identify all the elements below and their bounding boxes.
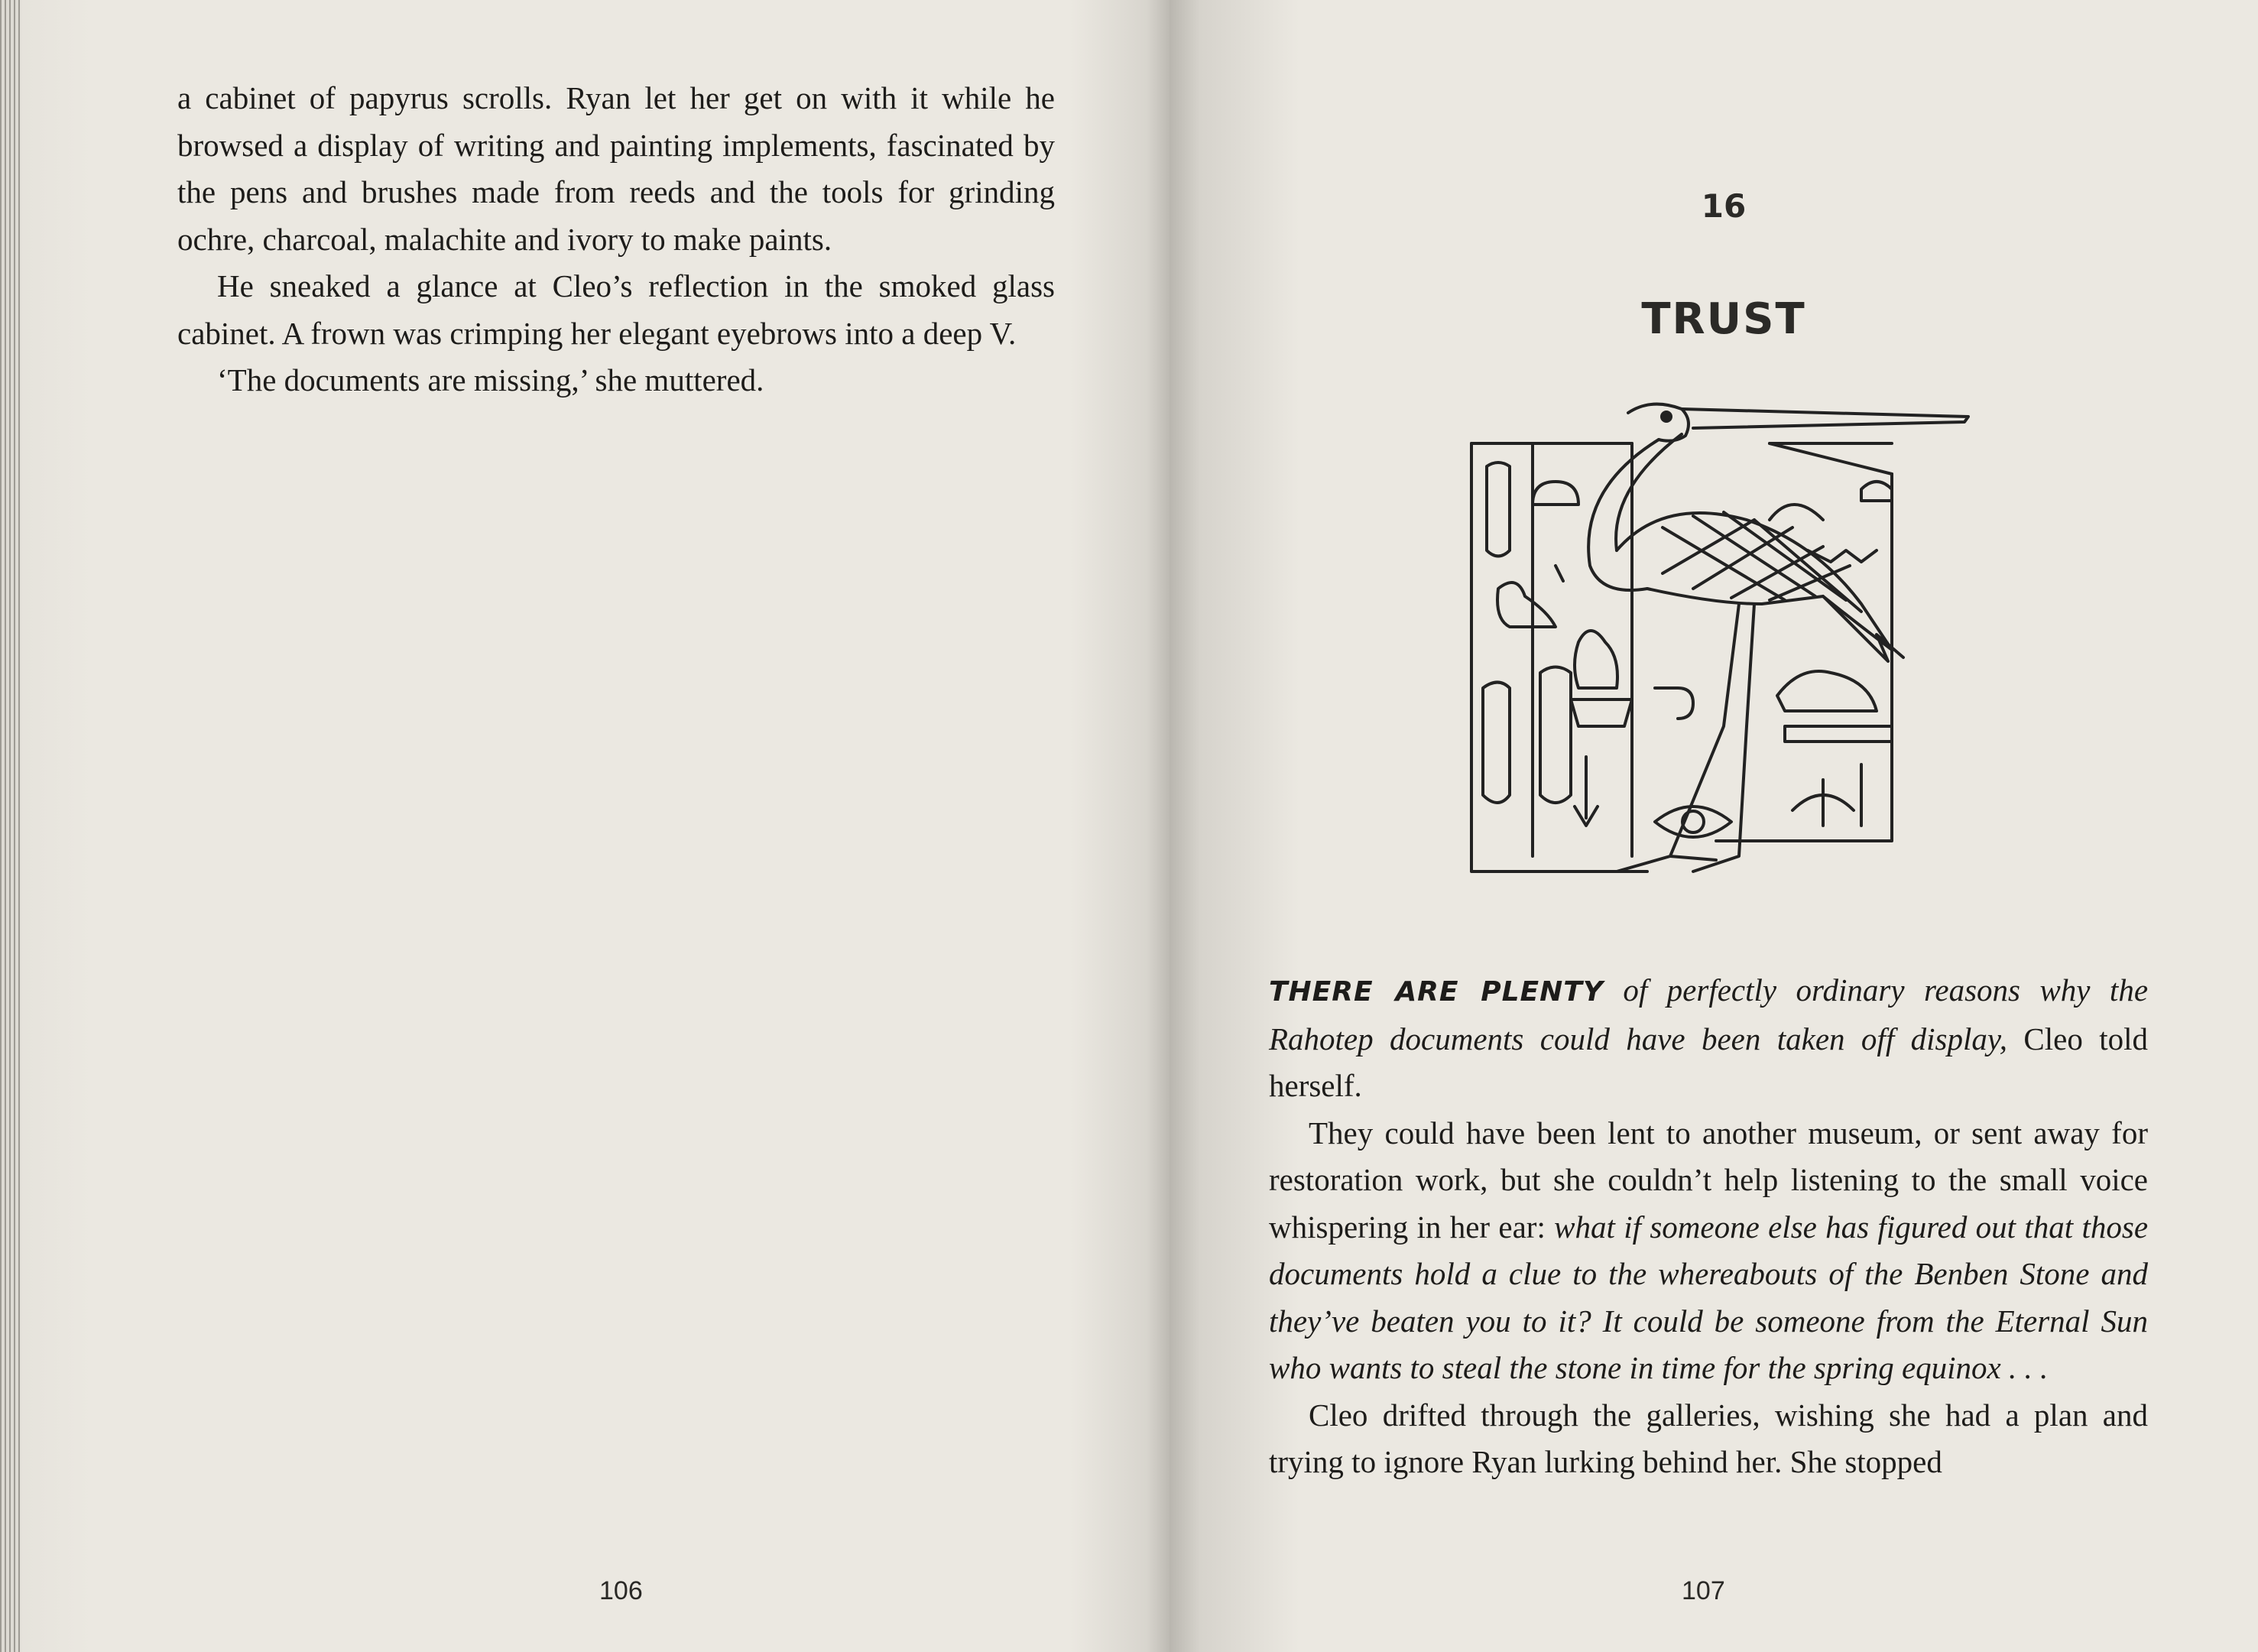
paragraph: Cleo drifted through the galleries, wishing she had a plan and trying to ignore Ryan lurking behind her. She stopped [1269,1397,2148,1479]
paragraph-tail: Cleo told herself. [1269,1021,2149,1103]
page-number-right: 107 [1682,1576,1725,1605]
page-edges [0,0,20,1652]
right-page-body [1269,967,2148,1486]
page-number-left: 106 [599,1576,643,1605]
paragraph: a cabinet of papyrus scrolls. Ryan let her get on with it while he browsed a display of writing and painting implements, fascinated by the pens and brushes made from reeds and the tools for grinding ochre, charcoal, malachite and ivory to make paints. [177,80,1055,257]
opening-paragraph [1269,967,2148,1110]
chapter-title: TRUST [1641,294,1806,344]
chapter-number: 16 [1701,187,1747,225]
paragraph-text: They could have been lent to another museum, or sent away for restoration work, but she couldn’t help listening to the small voice whispering in her ear: [1269,1115,2148,1245]
paragraph: He sneaked a glance at Cleo’s reflection in the smoked glass cabinet. A frown was crimping her elegant eyebrows into a deep V. [177,268,1055,351]
italic-thought: of perfectly ordinary reasons why the Rahotep documents could have been taken off display, [1269,972,2149,1056]
ibis-hieroglyph-illustration [1464,398,1976,894]
left-page-body [177,75,1055,404]
italic-thought: what if someone else has figured out that those documents hold a clue to the whereabouts of the Benben Stone and they’ve beaten you to it? It could be someone from the Eternal Sun who wants to steal the stone in time for the spring equinox . . . [1269,1209,2149,1385]
paragraph: ‘The documents are missing,’ she muttered. [217,362,764,398]
chapter-lead-in: THERE ARE PLENTY [1269,976,1604,1008]
paragraph [1269,1110,2148,1392]
